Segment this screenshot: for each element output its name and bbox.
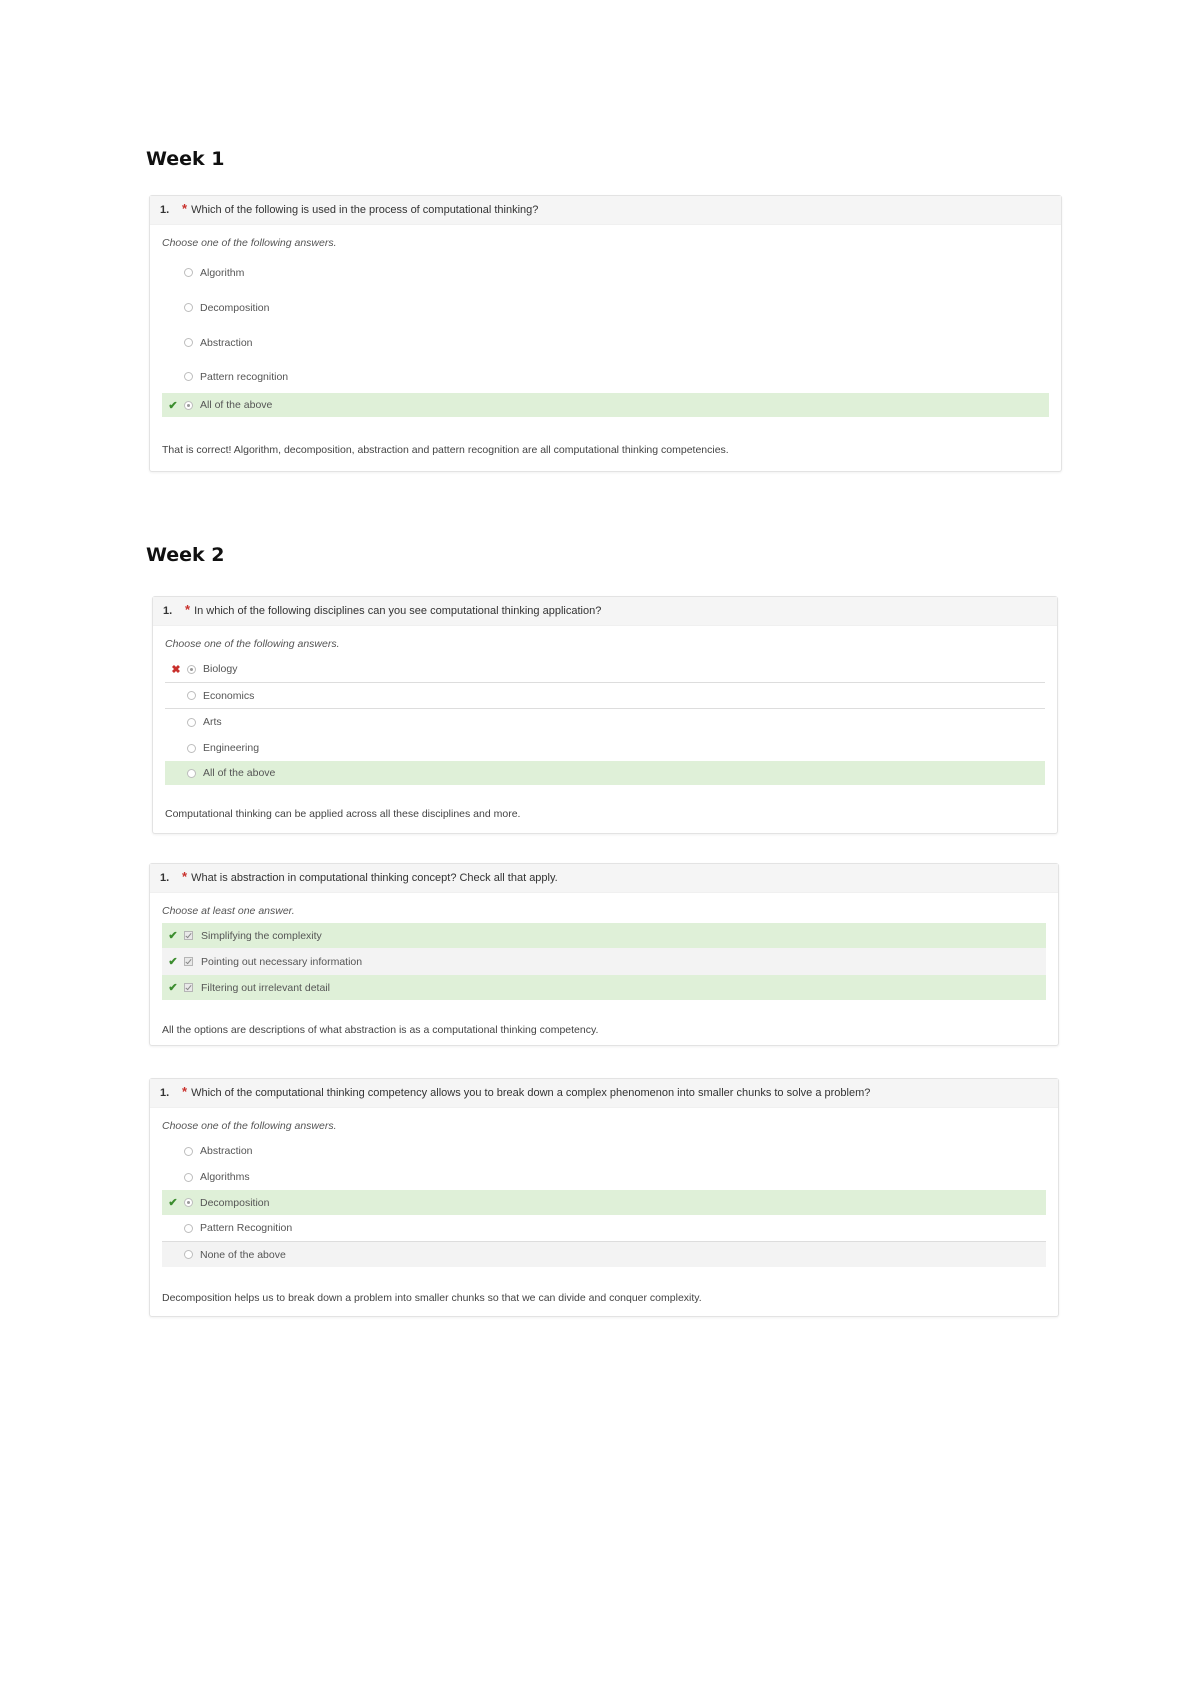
answer-option-pointing-out[interactable] bbox=[162, 948, 1046, 975]
answer-option-simplifying[interactable] bbox=[162, 923, 1046, 948]
question-header bbox=[150, 1079, 1058, 1108]
radio-button[interactable] bbox=[184, 1147, 193, 1156]
answer-option-pattern-recognition[interactable] bbox=[162, 1215, 1046, 1242]
answer-option-engineering[interactable] bbox=[165, 735, 1045, 761]
question-instruction: Choose at least one answer. bbox=[162, 905, 295, 917]
answer-option-biology[interactable] bbox=[165, 656, 1045, 683]
question-number: 1. bbox=[160, 1087, 170, 1099]
answer-label: Engineering bbox=[203, 742, 260, 754]
checkbox[interactable] bbox=[184, 957, 193, 966]
question-text: What is abstraction in computational thinking concept? Check all that apply. bbox=[191, 872, 558, 884]
answer-options bbox=[162, 255, 1049, 417]
correct-check-icon: ✔ bbox=[168, 399, 178, 412]
question-card-week2-q3 bbox=[149, 1078, 1059, 1317]
answer-options bbox=[165, 656, 1045, 785]
question-feedback: All the options are descriptions of what abstraction is as a computational thinking competency. bbox=[162, 1024, 599, 1036]
answer-label: Decomposition bbox=[200, 1196, 270, 1209]
question-number: 1. bbox=[163, 605, 173, 617]
answer-label: Algorithm bbox=[200, 266, 245, 279]
answer-label: Pattern recognition bbox=[200, 370, 289, 383]
radio-button[interactable] bbox=[184, 303, 193, 312]
radio-button[interactable] bbox=[187, 744, 196, 753]
answer-label: Arts bbox=[203, 716, 222, 728]
required-star-icon: * bbox=[185, 601, 191, 617]
correct-check-icon: ✔ bbox=[168, 956, 178, 968]
answer-label: Abstraction bbox=[200, 336, 253, 349]
answer-option-decomposition[interactable] bbox=[162, 1190, 1046, 1215]
question-text: Which of the following is used in the process of computational thinking? bbox=[191, 204, 539, 216]
answer-label: Biology bbox=[203, 663, 238, 675]
radio-button[interactable] bbox=[187, 769, 196, 778]
answer-option-none-of-the-above[interactable] bbox=[162, 1242, 1046, 1267]
question-instruction: Choose one of the following answers. bbox=[162, 1120, 337, 1132]
question-number: 1. bbox=[160, 204, 170, 216]
answer-label: Filtering out irrelevant detail bbox=[201, 981, 330, 994]
incorrect-cross-icon: ✖ bbox=[171, 663, 181, 676]
answer-option-all-of-the-above[interactable] bbox=[165, 761, 1045, 785]
answer-options bbox=[162, 1138, 1046, 1267]
radio-button[interactable] bbox=[184, 1198, 193, 1207]
radio-button[interactable] bbox=[184, 372, 193, 381]
question-number: 1. bbox=[160, 872, 170, 884]
answer-option-algorithms[interactable] bbox=[162, 1164, 1046, 1190]
question-instruction: Choose one of the following answers. bbox=[162, 237, 337, 249]
radio-button[interactable] bbox=[184, 1173, 193, 1182]
question-instruction: Choose one of the following answers. bbox=[165, 638, 340, 650]
question-feedback: Computational thinking can be applied across all these disciplines and more. bbox=[165, 808, 521, 820]
radio-button[interactable] bbox=[184, 338, 193, 347]
answer-label: Economics bbox=[203, 689, 255, 702]
question-feedback: That is correct! Algorithm, decomposition, abstraction and pattern recognition are all computational thinking competencies. bbox=[162, 444, 729, 456]
week-1-heading: Week 1 bbox=[146, 148, 225, 170]
answer-option-decomposition[interactable] bbox=[162, 290, 1049, 325]
answer-label: Simplifying the complexity bbox=[201, 929, 322, 942]
question-header bbox=[150, 196, 1061, 225]
answer-label: Decomposition bbox=[200, 301, 270, 314]
question-header bbox=[150, 864, 1058, 893]
question-card-week2-q1 bbox=[152, 596, 1058, 834]
radio-button[interactable] bbox=[187, 665, 196, 674]
answer-option-all-of-the-above[interactable] bbox=[162, 393, 1049, 417]
answer-option-abstraction[interactable] bbox=[162, 325, 1049, 360]
answer-option-algorithm[interactable] bbox=[162, 255, 1049, 290]
checkbox[interactable] bbox=[184, 983, 193, 992]
required-star-icon: * bbox=[182, 200, 188, 216]
answer-label: None of the above bbox=[200, 1248, 286, 1261]
question-card-week2-q2 bbox=[149, 863, 1059, 1046]
radio-button[interactable] bbox=[187, 691, 196, 700]
answer-option-economics[interactable] bbox=[165, 683, 1045, 709]
answer-label: Pointing out necessary information bbox=[201, 955, 363, 968]
answer-option-arts[interactable] bbox=[165, 709, 1045, 735]
week-2-heading: Week 2 bbox=[146, 544, 225, 566]
question-card-week1-q1 bbox=[149, 195, 1062, 472]
required-star-icon: * bbox=[182, 1083, 188, 1099]
answer-option-pattern-recognition[interactable] bbox=[162, 360, 1049, 393]
radio-button[interactable] bbox=[184, 401, 193, 410]
radio-button[interactable] bbox=[184, 268, 193, 277]
answer-label: All of the above bbox=[203, 767, 276, 779]
question-text: In which of the following disciplines can you see computational thinking application? bbox=[194, 605, 602, 617]
answer-option-filtering-out[interactable] bbox=[162, 975, 1046, 1000]
radio-button[interactable] bbox=[184, 1250, 193, 1259]
correct-check-icon: ✔ bbox=[168, 1197, 178, 1209]
answer-label: All of the above bbox=[200, 399, 273, 411]
required-star-icon: * bbox=[182, 868, 188, 884]
radio-button[interactable] bbox=[184, 1224, 193, 1233]
answer-label: Pattern Recognition bbox=[200, 1222, 293, 1234]
correct-check-icon: ✔ bbox=[168, 930, 178, 942]
correct-check-icon: ✔ bbox=[168, 982, 178, 994]
answer-label: Abstraction bbox=[200, 1145, 253, 1157]
question-feedback: Decomposition helps us to break down a problem into smaller chunks so that we can divide and conquer complexity. bbox=[162, 1292, 702, 1304]
question-text: Which of the computational thinking competency allows you to break down a complex phenomenon into smaller chunks to solve a problem? bbox=[191, 1087, 871, 1099]
answer-option-abstraction[interactable] bbox=[162, 1138, 1046, 1164]
checkbox[interactable] bbox=[184, 931, 193, 940]
answer-options bbox=[162, 923, 1046, 1000]
question-header bbox=[153, 597, 1057, 626]
answer-label: Algorithms bbox=[200, 1171, 250, 1183]
radio-button[interactable] bbox=[187, 718, 196, 727]
